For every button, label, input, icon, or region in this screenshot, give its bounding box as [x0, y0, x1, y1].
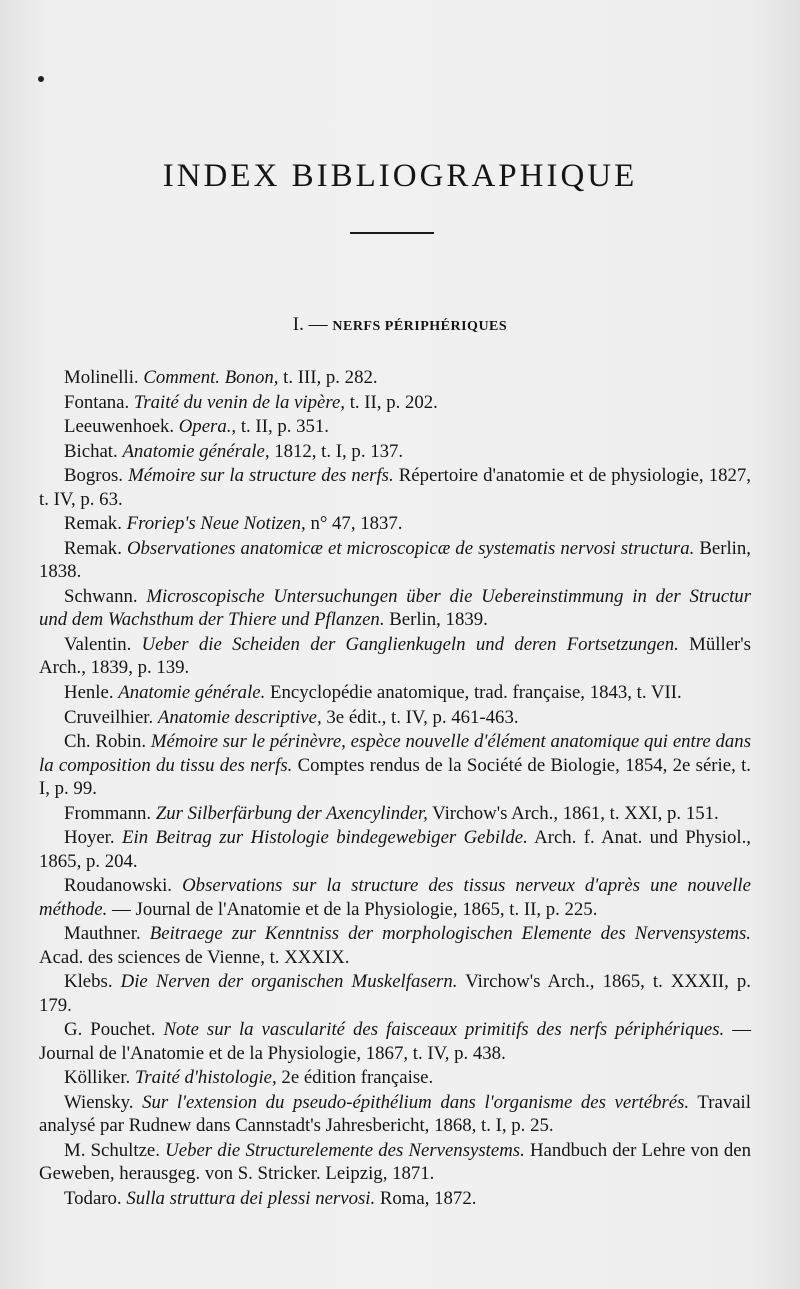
entry-publication-details: 3e édit., t. IV, p. 461-463.	[326, 706, 519, 728]
entry-work-title: Anatomie générale,	[122, 440, 270, 462]
entry-work-title: Mémoire sur la structure des nerfs.	[128, 465, 394, 487]
entry-publication-details: Encyclopédie anatomique, trad. française, 1843, t. VII.	[270, 681, 682, 703]
entry-author: G. Pouchet.	[64, 1019, 156, 1041]
entry-publication-details: Virchow's Arch., 1861, t. XXI, p. 151.	[432, 802, 719, 824]
entry-work-title: Zur Silberfärbung der Axencylinder,	[155, 802, 428, 824]
entry-publication-details: Travail analysé par Rudnew dans Cannstadt's Jahresbericht, 1868, t. I, p. 25.	[39, 1091, 751, 1137]
entry-author: Bichat.	[64, 440, 118, 462]
bibliography-entry	[39, 826, 751, 873]
entry-author: Klebs.	[64, 971, 113, 993]
bibliography-entry	[39, 415, 751, 438]
bibliography-entry	[39, 730, 751, 800]
bibliography-entry	[39, 440, 751, 463]
entry-author: Todaro.	[64, 1187, 122, 1209]
bibliography-entry	[39, 512, 751, 535]
entry-publication-details: — Journal de l'Anatomie et de la Physiologie, 1865, t. II, p. 225.	[112, 898, 598, 920]
entry-publication-details: Acad. des sciences de Vienne, t. XXXIX.	[39, 946, 350, 968]
entry-author: Molinelli.	[64, 367, 139, 388]
bibliography-entry	[39, 464, 751, 511]
entry-publication-details: t. II, p. 202.	[349, 391, 438, 413]
bibliography-entry	[39, 681, 751, 704]
section-number: I. —	[292, 314, 328, 335]
entry-author: Wiensky.	[64, 1091, 134, 1113]
bibliography-list	[39, 366, 751, 1210]
entry-publication-details: n° 47, 1837.	[310, 513, 403, 535]
entry-work-title: Note sur la vascularité des faisceaux primitifs des nerfs périphériques.	[163, 1019, 725, 1041]
entry-work-title: Traité d'histologie,	[134, 1067, 277, 1089]
entry-publication-details: Roma, 1872.	[379, 1187, 477, 1209]
entry-publication-details: Berlin, 1839.	[389, 609, 488, 631]
entry-work-title: Comment. Bonon,	[143, 367, 279, 388]
entry-publication-details: 2e édition française.	[281, 1067, 434, 1089]
entry-author: Mauthner.	[64, 923, 141, 945]
bibliography-entry	[39, 1139, 751, 1186]
entry-author: Roudanowski.	[64, 875, 172, 897]
entry-work-title: Mémoire sur le périnèvre, espèce nouvelle d'élément anatomique qui entre dans la composition du tissu des nerfs.	[39, 731, 752, 776]
entry-publication-details: — Journal de l'Anatomie et de la Physiologie, 1867, t. IV, p. 438.	[39, 1019, 751, 1064]
entry-author: Remak.	[64, 513, 122, 535]
entry-work-title: Traité du venin de la vipère,	[133, 391, 345, 413]
entry-author: Cruveilhier.	[64, 706, 154, 728]
entry-work-title: Anatomie générale.	[118, 681, 266, 703]
entry-author: Hoyer.	[64, 827, 115, 849]
bibliography-entry	[39, 366, 751, 389]
bibliography-entry	[39, 706, 751, 729]
entry-publication-details: Répertoire d'anatomie et de physiologie, 1827, t. IV, p. 63.	[39, 465, 751, 510]
entry-publication-details: Berlin, 1838.	[39, 537, 751, 583]
entry-publication-details: Müller's Arch., 1839, p. 139.	[39, 633, 751, 679]
section-heading	[0, 314, 800, 336]
entry-author: Valentin.	[64, 633, 132, 655]
entry-author: Fontana.	[64, 391, 130, 413]
entry-author: Ch. Robin.	[64, 731, 147, 753]
bibliography-entry	[39, 585, 751, 632]
entry-publication-details: Virchow's Arch., 1865, t. XXXII, p. 179.	[39, 971, 752, 1016]
entry-publication-details: 1812, t. I, p. 137.	[274, 440, 404, 462]
entry-author: Kölliker.	[64, 1067, 131, 1089]
entry-work-title: Die Nerven der organischen Muskelfasern.	[120, 971, 458, 993]
entry-work-title: Sulla struttura dei plessi nervosi.	[126, 1187, 376, 1209]
entry-publication-details: t. III, p. 282.	[283, 367, 378, 388]
ink-speck	[38, 76, 44, 82]
entry-work-title: Ueber die Scheiden der Ganglienkugeln und deren Fortsetzungen.	[141, 633, 679, 655]
bibliography-entry	[39, 537, 751, 584]
entry-publication-details: Arch. f. Anat. und Physiol., 1865, p. 204.	[39, 827, 751, 872]
bibliography-entry	[39, 802, 751, 825]
entry-author: Bogros.	[64, 465, 123, 487]
section-title: NERFS PÉRIPHÉRIQUES	[332, 319, 508, 334]
entry-work-title: Opera.,	[178, 416, 237, 438]
bibliography-entry	[39, 1187, 751, 1210]
bibliography-entry	[39, 633, 751, 680]
entry-publication-details: t. II, p. 351.	[240, 416, 329, 438]
entry-work-title: Microscopische Untersuchungen über die Uebereinstimmung in der Structur und dem Wachsthum der Thiere und Pflanzen.	[39, 585, 752, 631]
title-rule	[350, 232, 434, 234]
entry-work-title: Observationes anatomicæ et microscopicæ de systematis nervosi structura.	[126, 537, 695, 559]
entry-author: Henle.	[64, 681, 114, 703]
entry-publication-details: Comptes rendus de la Société de Biologie, 1854, 2e série, t. I, p. 99.	[39, 754, 751, 799]
bibliography-entry	[39, 874, 751, 921]
entry-work-title: Sur l'extension du pseudo-épithélium dans l'organisme des vertébrés.	[142, 1091, 690, 1113]
entry-work-title: Froriep's Neue Notizen,	[126, 513, 306, 535]
page-title: INDEX BIBLIOGRAPHIQUE	[162, 158, 638, 195]
entry-work-title: Anatomie descriptive,	[157, 706, 322, 728]
entry-publication-details: Handbuch der Lehre von den Geweben, herausgeg. von S. Stricker. Leipzig, 1871.	[39, 1139, 752, 1185]
entry-work-title: Ueber die Structurelemente des Nervensystems.	[165, 1139, 525, 1161]
entry-work-title: Beitraege zur Kenntniss der morphologischen Elemente des Nervensystems.	[149, 923, 751, 945]
entry-work-title: Ein Beitrag zur Histologie bindegewebiger Gebilde.	[122, 827, 528, 849]
entry-author: Schwann.	[64, 585, 138, 607]
entry-author: Leeuwenhoek.	[64, 416, 175, 438]
entry-author: Frommann.	[64, 802, 152, 824]
bibliography-entry	[39, 1018, 751, 1065]
entry-author: M. Schultze.	[64, 1139, 160, 1161]
bibliography-entry	[39, 1091, 751, 1138]
entry-author: Remak.	[64, 537, 122, 559]
bibliography-entry	[39, 391, 751, 414]
entry-work-title: Observations sur la structure des tissus nerveux d'après une nouvelle méthode.	[39, 875, 751, 920]
bibliography-entry	[39, 922, 751, 969]
bibliography-entry	[39, 970, 751, 1017]
bibliography-entry	[39, 1066, 751, 1089]
